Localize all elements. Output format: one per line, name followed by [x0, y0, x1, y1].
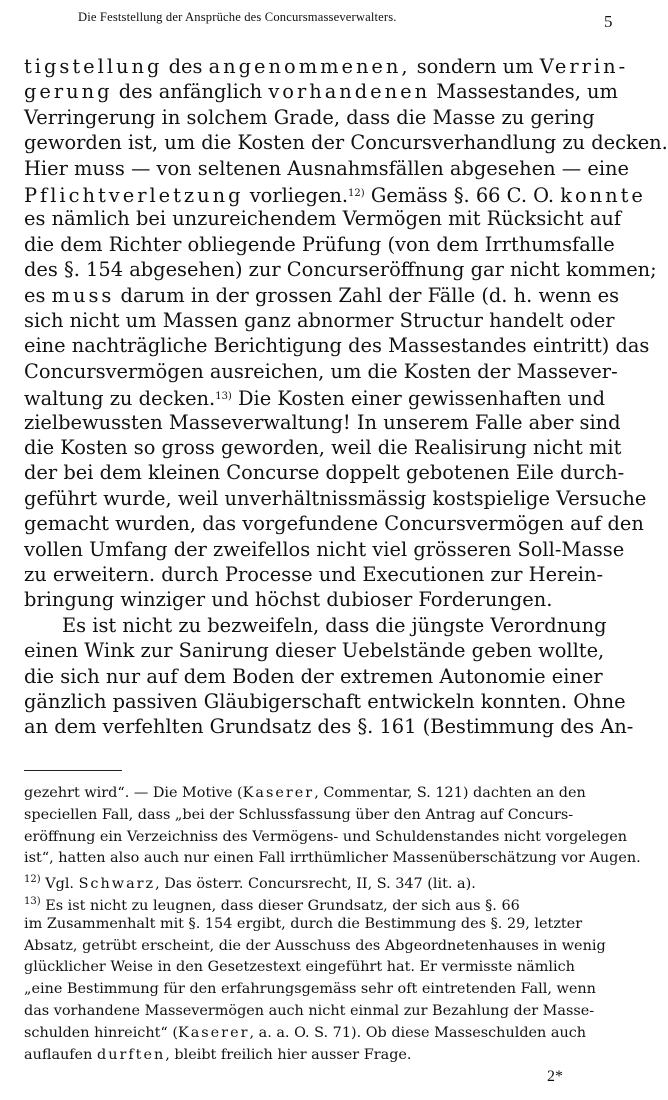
footnote-line [24, 1000, 594, 1022]
text-line [24, 384, 605, 410]
spaced-emphasis: Schwarz [78, 876, 156, 893]
text-run: waltung zu decken. [24, 387, 216, 411]
text-line [24, 308, 615, 334]
text-line [24, 562, 603, 588]
text-run: eine nachträgliche Berichtigung des Massestandes eintritt) das [24, 334, 650, 358]
spaced-emphasis: Pflichtverletzung [24, 184, 244, 207]
footnote-marker: 13) [215, 391, 232, 403]
spaced-emphasis: Verrin- [539, 55, 629, 78]
text-run: an dem verfehlten Grundsatz des §. 161 (Bestimmung des An- [24, 715, 634, 739]
footnote-line [24, 935, 606, 957]
text-run: ist“, hatten also auch nur einen Fall irrthümlicher Massenüberschätzung vor Augen. [24, 850, 641, 867]
text-run: die Kosten so gross geworden, weil die Realisirung nicht mit [24, 436, 622, 459]
text-line [24, 283, 619, 309]
spaced-emphasis: Kaserer [242, 785, 315, 801]
text-line [24, 359, 618, 385]
footnote-marker: 13) [24, 896, 41, 907]
spaced-emphasis: konnte [560, 184, 646, 207]
text-run: vollen Umfang der zweifellos nicht viel grösseren Soll-Masse [24, 537, 625, 561]
spaced-emphasis: angenommenen, [208, 55, 411, 78]
text-line [24, 638, 604, 664]
text-line [24, 410, 621, 436]
text-run: des §. 154 abgesehen) zur Concurseröffnung gar nicht kommen; [24, 258, 657, 282]
footnote-line [24, 891, 520, 913]
footnote-marker: 12) [24, 874, 41, 886]
text-run: Massestandes, um [430, 80, 618, 104]
text-line [24, 664, 603, 690]
text-run: eröffnung ein Verzeichniss des Vermögens- und Schuldenstandes nicht vorgelegen [24, 828, 627, 845]
text-line [24, 537, 624, 563]
text-run: gänzlich passiven Gläubigerschaft entwickeln konnten. Ohne [24, 690, 626, 713]
text-run: „eine Bestimmung für den erfahrungsgemäss sehr oft eintretenden Fall, wenn [24, 981, 596, 998]
text-run: auflaufen [24, 1046, 97, 1063]
text-line [24, 435, 621, 461]
footnote-line [24, 847, 641, 869]
text-line [24, 232, 615, 258]
text-run: gemacht wurden, das vorgefundene Concursvermögen auf den [24, 512, 644, 536]
text-run: des anfänglich [112, 80, 269, 104]
page-number: 5 [604, 12, 613, 31]
running-title: Die Feststellung der Ansprüche des Concursmasseverwalters. [78, 10, 397, 24]
text-line [24, 460, 624, 486]
text-run: vorliegen. [243, 184, 349, 207]
text-line [24, 181, 646, 207]
text-line [24, 257, 657, 283]
text-line [24, 714, 633, 740]
text-run: Es ist nicht zu leugnen, dass dieser Grundsatz, der sich aus §. 66 [40, 898, 520, 914]
text-run: bringung winziger und höchst dubioser Forderungen. [24, 588, 553, 612]
text-run: zielbewussten Masseverwaltung! In unserem Falle aber sind [24, 410, 621, 434]
text-run: sondern um [410, 55, 540, 78]
text-run: Hier muss — von seltenen Ausnahmsfällen abgesehen — eine [24, 156, 629, 180]
text-line [24, 130, 668, 156]
footnote-line [24, 782, 586, 804]
text-run: einen Wink zur Sanirung dieser Uebelstände geben wollte, [24, 639, 605, 663]
text-run: Absatz, getrübt erscheint, die der Ausschuss des Abgeordnetenhauses in wenig [24, 937, 606, 954]
text-line [24, 613, 607, 639]
text-run: , a. a. O. S. 71). Ob diese Masseschulden auch [249, 1024, 587, 1041]
footnote-line [24, 826, 627, 848]
text-run: im Zusammenhalt mit §. 154 ergibt, durch die Bestimmung des §. 29, letzter [24, 915, 583, 932]
text-run: , bleibt freilich hier ausser Frage. [165, 1046, 412, 1063]
text-run: glücklicher Weise in den Gesetzestext eingeführt hat. Er vermisste nämlich [24, 959, 575, 976]
text-run: es nämlich bei unzureichendem Vermögen mit Rücksicht auf [24, 207, 622, 231]
text-line [24, 511, 644, 537]
spaced-emphasis: tigstellung [24, 55, 163, 78]
text-run: Verringerung in solchem Grade, dass die Masse zu gering [24, 105, 595, 129]
text-line [24, 333, 649, 359]
footnote-line [24, 956, 575, 978]
signature-mark: 2* [547, 1068, 563, 1085]
text-line [24, 79, 618, 105]
text-line [24, 156, 629, 182]
text-run: zu erweitern. durch Processe und Executionen zur Herein- [24, 563, 604, 586]
text-run: die sich nur auf dem Boden der extremen Autonomie einer [24, 664, 603, 688]
text-run: Die Kosten einer gewissenhaften und [231, 387, 606, 411]
footnote-line [24, 913, 582, 935]
spaced-emphasis: muss [51, 283, 115, 307]
footnote-rule [24, 770, 122, 771]
text-run: darum in der grossen Zahl der Fälle (d. h. wenn es [114, 283, 620, 307]
text-line [24, 206, 621, 232]
text-line [24, 105, 595, 131]
footnote-marker: 12) [348, 188, 365, 199]
text-run: die dem Richter obliegende Prüfung (von dem Irrthumsfalle [24, 232, 615, 256]
text-run: des [162, 55, 209, 78]
spaced-emphasis: durften [96, 1046, 166, 1063]
text-run: Vgl. [40, 876, 79, 893]
text-run: , Das österr. Concursrecht, II, S. 347 (lit. a). [155, 876, 476, 893]
text-run: speciellen Fall, dass „bei der Schlussfassung über den Antrag auf Concurs- [24, 806, 574, 823]
text-run: das vorhandene Massevermögen auch nicht einmal zur Bezahlung der Masse- [24, 1003, 595, 1019]
text-run: Gemäss §. 66 C. O. [364, 184, 561, 207]
footnote-line [24, 978, 596, 1000]
text-run: geführt wurde, weil unverhältnissmässig kostspielige Versuche [24, 486, 647, 510]
footnote-line [24, 804, 573, 826]
text-run: , Commentar, S. 121) dachten an den [314, 785, 586, 801]
text-run: der bei dem kleinen Concurse doppelt gebotenen Eile durch- [24, 461, 625, 485]
footnote-line [24, 869, 476, 891]
footnote-line [24, 1044, 412, 1066]
text-run: gezehrt wird“. — Die Motive ( [24, 785, 243, 801]
text-line [24, 587, 552, 613]
footnote-line [24, 1022, 586, 1044]
text-run: schulden hinreicht“ ( [24, 1024, 178, 1041]
text-line [24, 689, 626, 715]
text-line [24, 54, 628, 80]
text-run: Es ist nicht zu bezweifeln, dass die jüngste Verordnung [62, 613, 607, 637]
spaced-emphasis: Kaserer [177, 1024, 250, 1041]
text-run: sich nicht um Massen ganz abnormer Structur handelt oder [24, 309, 615, 332]
text-run: Concursvermögen ausreichen, um die Kosten der Massever- [24, 359, 618, 383]
text-run: es [24, 283, 52, 307]
spaced-emphasis: gerung [24, 80, 113, 104]
text-run: geworden ist, um die Kosten der Concursverhandlung zu decken. [24, 131, 668, 155]
text-line [24, 486, 646, 512]
spaced-emphasis: vorhandenen [268, 80, 431, 104]
